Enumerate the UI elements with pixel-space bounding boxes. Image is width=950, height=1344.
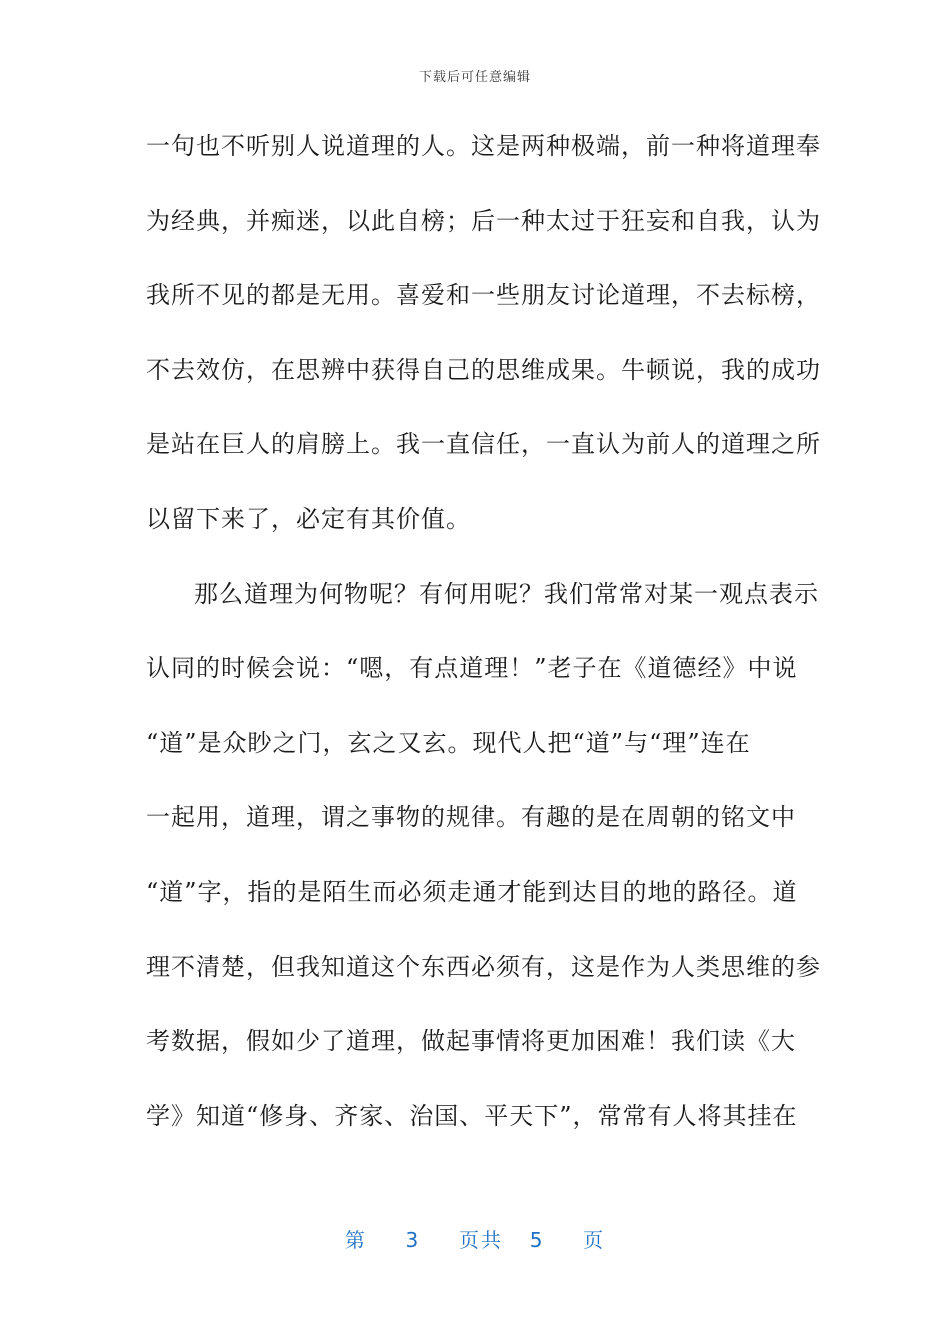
body-line: “道”是众眇之门，玄之又玄。现代人把“道”与“理”连在 [146,728,751,757]
body-line: 考数据，假如少了道理，做起事情将更加困难！我们读《大 [146,1027,796,1056]
body-line: 为经典，并痴迷，以此自榜；后一种太过于狂妄和自我，认为 [146,206,821,235]
footer-suffix: 页 [583,1228,606,1252]
footer-prefix: 第 [344,1228,367,1252]
body-line-paragraph-start: 那么道理为何物呢？有何用呢？我们常常对某一观点表示 [194,579,819,608]
body-line: 以留下来了，必定有其价值。 [146,504,471,533]
footer-current-page: 3 [405,1228,421,1252]
page-footer [0,1224,950,1253]
body-line: “道”字，指的是陌生而必须走通才能到达目的地的路径。道 [146,877,798,906]
body-line: 认同的时候会说：“嗯，有点道理！”老子在《道德经》中说 [146,654,798,683]
body-line: 理不清楚，但我知道这个东西必须有，这是作为人类思维的参 [146,952,821,981]
body-line: 一句也不听别人说道理的人。这是两种极端，前一种将道理奉 [146,132,821,160]
footer-total-pages: 5 [529,1228,545,1252]
body-line: 我所不见的都是无用。喜爱和一些朋友讨论道理，不去标榜， [146,281,821,310]
footer-middle: 页共 [459,1228,503,1252]
document-body [146,126,821,1170]
body-line: 一起用，道理，谓之事物的规律。有趣的是在周朝的铭文中 [146,803,796,832]
body-line: 不去效仿，在思辨中获得自己的思维成果。牛顿说，我的成功 [146,355,821,384]
body-line: 是站在巨人的肩膀上。我一直信任，一直认为前人的道理之所 [146,430,821,459]
body-line: 学》知道“修身、齐家、治国、平天下”，常常有人将其挂在 [146,1101,798,1130]
page-header: 下载后可任意编辑 [418,70,531,85]
